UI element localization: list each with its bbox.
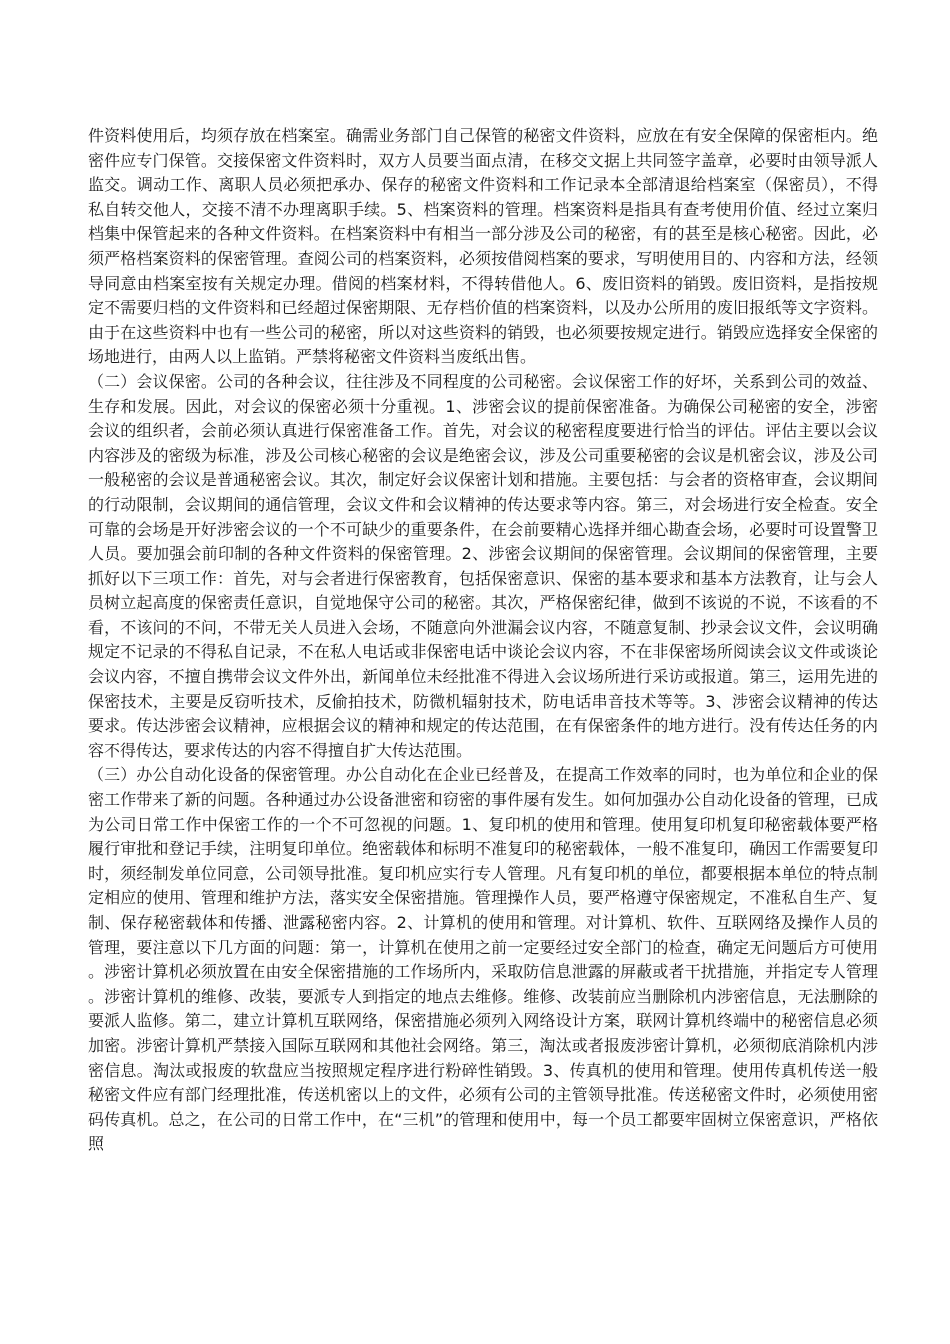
paragraph-office-automation-confidentiality: （三）办公自动化设备的保密管理。办公自动化在企业已经普及，在提高工作效率的同时，也为单位和企业的保密工作带来了新的问题。各种通过办公设备泄密和窃密的事件屡有发生。如何加强办公自动化设备的管理，已成为公司日常工作中保密工作的一个不可忽视的问题。1、复印机的使用和管理。使用复印机复印秘密载体要严格履行审批和登记手续，注明复印单位。绝密载体和标明不准复印的秘密载体，一般不准复印，确因工作需要复印时，须经制发单位同意，公司领导批准。复印机应实行专人管理。凡有复印机的单位，都要根据本单位的特点制定相应的使用、管理和维护方法，落实安全保密措施。管理操作人员，要严格遵守保密规定，不准私自生产、复制、保存秘密载体和传播、泄露秘密内容。2、计算机的使用和管理。对计算机、软件、互联网络及操作人员的管理，要注意以下几方面的问题：第一，计算机在使用之前一定要经过安全部门的检查，确定无问题后方可使用。涉密计算机必须放置在由安全保密措施的工作场所内，采取防信息泄露的屏蔽或者干扰措施，并指定专人管理。涉密计算机的维修、改装，要派专人到指定的地点去维修。维修、改装前应当删除机内涉密信息，无法删除的要派人监修。第二，建立计算机互联网络，保密措施必须列入网络设计方案，联网计算机终端中的秘密信息必须加密。涉密计算机严禁接入国际互联网和其他社会网络。第三，淘汰或者报废涉密计算机，必须彻底消除机内涉密信息。淘汰或报废的软盘应当按照规定程序进行粉碎性销毁。3、传真机的使用和管理。使用传真机传送一般秘密文件应有部门经理批准，传送机密以上的文件，必须有公司的主管领导批准。传送秘密文件时，必须使用密码传真机。总之，在公司的日常工作中，在“三机”的管理和使用中，每一个员工都要牢固树立保密意识，严格依照 — [88, 765, 878, 1154]
paragraph-meeting-confidentiality: （二）会议保密。公司的各种会议，往往涉及不同程度的公司秘密。会议保密工作的好坏，关系到公司的效益、生存和发展。因此，对会议的保密必须十分重视。1、涉密会议的提前保密准备。为确保公司秘密的安全，涉密会议的组织者，会前必须认真进行保密准备工作。首先，对会议的秘密程度要进行恰当的评估。评估主要以会议内容涉及的密级为标准，涉及公司核心秘密的会议是绝密会议，涉及公司重要秘密的会议是机密会议，涉及公司一般秘密的会议是普通秘密会议。其次，制定好会议保密计划和措施。主要包括：与会者的资格审查，会议期间的行动限制，会议期间的通信管理，会议文件和会议精神的传达要求等内容。第三，对会场进行安全检查。安全可靠的会场是开好涉密会议的一个不可缺少的重要条件，在会前要精心选择并细心勘查会场，必要时可设置警卫人员。要加强会前印制的各种文件资料的保密管理。2、涉密会议期间的保密管理。会议期间的保密管理，主要抓好以下三项工作：首先，对与会者进行保密教育，包括保密意识、保密的基本要求和基本方法教育，让与会人员树立起高度的保密责任意识，自觉地保守公司的秘密。其次，严格保密纪律，做到不该说的不说，不该看的不看，不该问的不问，不带无关人员进入会场，不随意向外泄漏会议内容，不随意复制、抄录会议文件，会议明确规定不记录的不得私自记录，不在私人电话或非保密电话中谈论会议内容，不在非保密场所阅读会议文件或谈论会议内容，不擅自携带会议文件外出，新闻单位未经批准不得进入会议场所进行采访或报道。第三，运用先进的保密技术，主要是反窃听技术，反偷拍技术，防微机辐射技术，防电话串音技术等等。3、涉密会议精神的传达要求。传达涉密会议精神，应根据会议的精神和规定的传达范围，在有保密条件的地方进行。没有传达任务的内容不得传达，要求传达的内容不得擅自扩大传达范围。 — [88, 371, 878, 760]
document-page — [88, 124, 878, 1157]
paragraph-archive-management: 件资料使用后，均须存放在档案室。确需业务部门自己保管的秘密文件资料，应放在有安全保障的保密柜内。绝密件应专门保管。交接保密文件资料时，双方人员要当面点清，在移交文据上共同签字盖章，必要时由领导派人监交。调动工作、离职人员必须把承办、保存的秘密文件资料和工作记录本全部清退给档案室（保密员），不得私自转交他人，交接不清不办理离职手续。5、档案资料的管理。档案资料是指具有查考使用价值、经过立案归档集中保管起来的各种文件资料。在档案资料中有相当一部分涉及公司的秘密，有的甚至是核心秘密。因此，必须严格档案资料的保密管理。查阅公司的档案资料，必须按借阅档案的要求，写明使用目的、内容和方法，经领导同意由档案室按有关规定办理。借阅的档案材料，不得转借他人。6、废旧资料的销毁。废旧资料，是指按规定不需要归档的文件资料和已经超过保密期限、无存档价值的档案资料，以及办公所用的废旧报纸等文字资料。由于在这些资料中也有一些公司的秘密，所以对这些资料的销毁，也必须要按规定进行。销毁应选择安全保密的场地进行，由两人以上监销。严禁将秘密文件资料当废纸出售。 — [88, 126, 878, 367]
